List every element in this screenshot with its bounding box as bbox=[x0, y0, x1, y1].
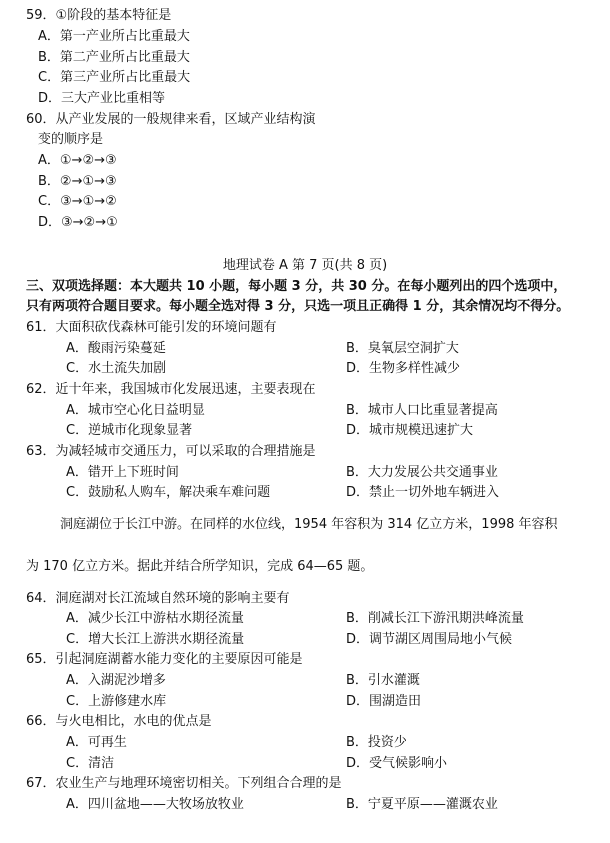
q64-option-c: C．增大长江上游洪水期径流量 bbox=[66, 632, 245, 647]
section3-header-line1: 三、双项选择题：本大题共 10 小题，每小题 3 分，共 30 分。在每小题列出的四个选项中， bbox=[26, 279, 567, 294]
q60-stem-line2: 变的顺序是 bbox=[38, 132, 104, 147]
q61-option-a: A．酸雨污染蔓延 bbox=[66, 341, 166, 356]
q67-stem: 67．农业生产与地理环境密切相关。下列组合合理的是 bbox=[26, 776, 342, 791]
q62-stem: 62．近十年来，我国城市化发展迅速，主要表现在 bbox=[26, 382, 316, 397]
q64-stem: 64．洞庭湖对长江流域自然环境的影响主要有 bbox=[26, 591, 290, 606]
passage-line2: 为 170 亿立方米。据此并结合所学知识，完成 64—65 题。 bbox=[26, 559, 374, 574]
q59-option-a: A．第一产业所占比重最大 bbox=[38, 29, 190, 44]
q67-option-b: B．宁夏平原——灌溉农业 bbox=[346, 797, 498, 812]
q61-option-c: C．水土流失加剧 bbox=[66, 361, 167, 376]
q66-option-d: D．受气候影响小 bbox=[346, 756, 448, 771]
q65-option-d: D．围湖造田 bbox=[346, 694, 422, 709]
section3-header-line2: 只有两项符合题目要求。每小题全选对得 3 分，只选一项且正确得 1 分，其余情况均不得分。 bbox=[26, 299, 570, 314]
q63-option-d: D．禁止一切外地车辆进入 bbox=[346, 485, 500, 500]
q62-option-c: C．逆城市化现象显著 bbox=[66, 423, 193, 438]
q66-stem: 66．与火电相比，水电的优点是 bbox=[26, 714, 212, 729]
q60-stem-line1: 60．从产业发展的一般规律来看，区域产业结构演 bbox=[26, 112, 316, 127]
page-footer: 地理试卷 A 第 7 页(共 8 页) bbox=[222, 258, 388, 273]
q59-option-d: D．三大产业比重相等 bbox=[38, 91, 166, 106]
q60-option-a: A．①→②→③ bbox=[38, 153, 117, 168]
q61-option-d: D．生物多样性减少 bbox=[346, 361, 461, 376]
q65-stem: 65．引起洞庭湖蓄水能力变化的主要原因可能是 bbox=[26, 652, 303, 667]
q65-option-c: C．上游修建水库 bbox=[66, 694, 167, 709]
q63-stem: 63．为减轻城市交通压力，可以采取的合理措施是 bbox=[26, 444, 316, 459]
q59-option-b: B．第二产业所占比重最大 bbox=[38, 50, 190, 65]
q66-option-c: C．清洁 bbox=[66, 756, 115, 771]
q66-option-a: A．可再生 bbox=[66, 735, 127, 750]
q63-option-c: C．鼓励私人购车，解决乘车难问题 bbox=[66, 485, 271, 500]
q60-option-d: D．③→②→① bbox=[38, 215, 118, 230]
q62-option-d: D．城市规模迅速扩大 bbox=[346, 423, 474, 438]
q60-option-c: C．③→①→② bbox=[38, 194, 117, 209]
q62-option-b: B．城市人口比重显著提高 bbox=[346, 403, 498, 418]
q64-option-d: D．调节湖区周围局地小气候 bbox=[346, 632, 513, 647]
q65-option-a: A．入湖泥沙增多 bbox=[66, 673, 166, 688]
q61-option-b: B．臭氧层空洞扩大 bbox=[346, 341, 459, 356]
q63-option-b: B．大力发展公共交通事业 bbox=[346, 465, 498, 480]
q61-stem: 61．大面积砍伐森林可能引发的环境问题有 bbox=[26, 320, 277, 335]
q64-option-b: B．削减长江下游汛期洪峰流量 bbox=[346, 611, 524, 626]
q65-option-b: B．引水灌溉 bbox=[346, 673, 420, 688]
q63-option-a: A．错开上下班时间 bbox=[66, 465, 179, 480]
q59-option-c: C．第三产业所占比重最大 bbox=[38, 70, 191, 85]
q59-stem: 59．①阶段的基本特征是 bbox=[26, 8, 172, 23]
q67-option-a: A．四川盆地——大牧场放牧业 bbox=[66, 797, 244, 812]
passage-line1: 洞庭湖位于长江中游。在同样的水位线，1954 年容积为 314 亿立方米，1998 年容积 bbox=[60, 517, 558, 532]
q64-option-a: A．减少长江中游枯水期径流量 bbox=[66, 611, 244, 626]
q62-option-a: A．城市空心化日益明显 bbox=[66, 403, 205, 418]
q60-option-b: B．②→①→③ bbox=[38, 174, 117, 189]
q66-option-b: B．投资少 bbox=[346, 735, 407, 750]
